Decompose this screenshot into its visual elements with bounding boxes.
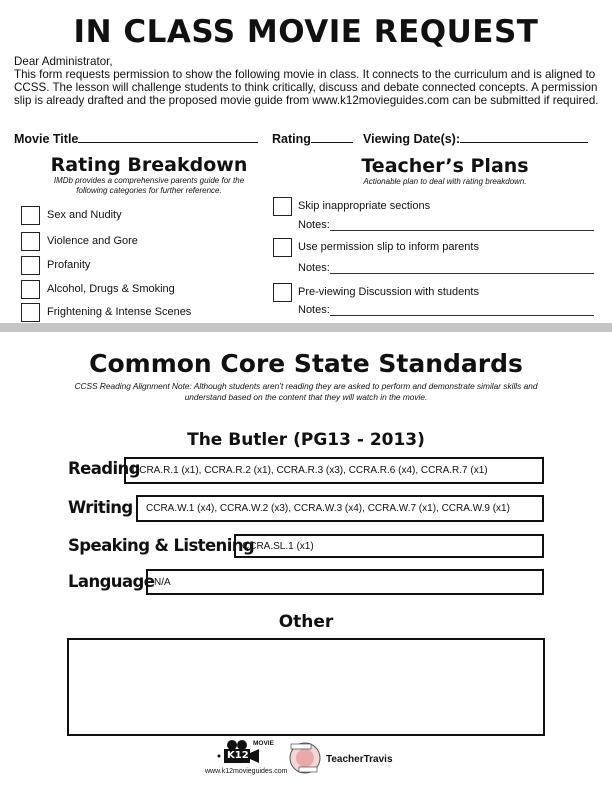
reading-standards-box: CCRA.R.1 (x1), CCRA.R.2 (x1), CCRA.R.3 (x3), CCRA.R.6 (x4), CCRA.R.7 (x1) [124,457,544,484]
ccss-title: Common Core State Standards [89,349,523,378]
section-divider [0,323,612,332]
plan-permission-slip: Use permission slip to inform parents [298,241,479,253]
notes-label: Notes: [298,219,330,231]
notes-permission-slip[interactable] [298,262,594,274]
language-standards-box: N/A [146,569,544,595]
checkbox-profanity[interactable] [21,256,40,275]
movie-title-line[interactable] [78,131,258,143]
checkbox-pre-viewing[interactable] [273,283,292,302]
teacher-travis-logo [288,740,408,776]
movie-name: The Butler (PG13 - 2013) [187,430,425,450]
k12-logo-small: MOVIE [253,740,274,747]
plan-skip-sections: Skip inappropriate sections [298,200,431,212]
notes-label: Notes: [298,262,330,274]
k12-logo-text: K12 [227,750,249,761]
ccss-note-line-2: understand based on the content that they will watch in the movie. [184,391,428,402]
item-sex-nudity: Sex and Nudity [47,209,122,221]
letter-body: This form requests permission to show the following movie in class. It connects to the curriculum and is aligned to CCSS. The lesson will challenge students to think critically, discuss and debate connected concepts. A permission slip is already drafted and the proposed movie guide from www.k12movieguides.com can be submitted if required. [14,68,599,107]
other-title: Other [278,612,334,632]
item-violence-gore: Violence and Gore [47,235,138,247]
teachers-plans-subtitle: Actionable plan to deal with rating breakdown. [363,177,527,186]
request-letter [14,55,599,107]
teachers-plans-title: Teacher’s Plans [361,155,529,177]
item-frightening: Frightening & Intense Scenes [47,306,192,318]
notes-pre-viewing[interactable] [298,304,594,316]
rating-breakdown-subtitle-2: following categories for further reference. [76,185,222,195]
ccss-note [60,381,552,402]
notes-line[interactable] [330,273,594,274]
rating-breakdown-title: Rating Breakdown [50,154,248,176]
other-notes-box[interactable] [67,638,545,736]
k12-movie-guides-logo [205,738,288,778]
viewing-dates-label: Viewing Date(s): [363,132,461,146]
rating-breakdown-subtitle-1: IMDb provides a comprehensive parents guide for the [53,176,245,185]
writing-label: Writing [68,498,133,517]
viewing-dates-line[interactable] [460,131,588,143]
language-label: Language [68,572,155,591]
checkbox-sex-nudity[interactable] [21,206,40,225]
notes-line[interactable] [330,230,594,231]
teacher-name: TeacherTravis [326,754,393,765]
checkbox-alcohol-drugs[interactable] [21,280,40,299]
teachers-plans-section [300,155,590,187]
item-alcohol-drugs: Alcohol, Drugs & Smoking [47,283,175,295]
footer-url: www.k12movieguides.com [205,768,288,775]
page-title: IN CLASS MOVIE REQUEST [73,14,539,50]
checkbox-skip-sections[interactable] [273,197,292,216]
viewing-dates-field[interactable] [363,131,588,146]
speaking-listening-label: Speaking & Listening [68,536,255,555]
checkbox-permission-slip[interactable] [273,238,292,257]
speaking-listening-standards-box: CCRA.SL.1 (x1) [234,534,544,558]
rating-line[interactable] [311,131,353,143]
rating-breakdown-section [14,154,284,195]
reading-label: Reading [68,459,140,478]
salutation: Dear Administrator, [14,55,113,68]
ccss-note-line-1: CCSS Reading Alignment Note: Although students aren’t reading they are asked to perform and demonstrate similar skills and [74,381,538,391]
checkbox-violence-gore[interactable] [21,232,40,251]
rating-label: Rating [272,132,311,146]
teacher-travis-badge-icon [288,740,322,776]
plan-pre-viewing: Pre-viewing Discussion with students [298,286,479,298]
writing-standards-box: CCRA.W.1 (x4), CCRA.W.2 (x3), CCRA.W.3 (x4), CCRA.W.7 (x1), CCRA.W.9 (x1) [136,495,544,522]
item-profanity: Profanity [47,259,91,271]
rating-field[interactable] [272,131,353,146]
notes-skip-sections[interactable] [298,219,594,231]
checkbox-frightening[interactable] [21,303,40,322]
movie-title-label: Movie Title [14,132,79,146]
notes-label: Notes: [298,304,330,316]
movie-title-field[interactable] [14,131,258,146]
notes-line[interactable] [330,315,594,316]
